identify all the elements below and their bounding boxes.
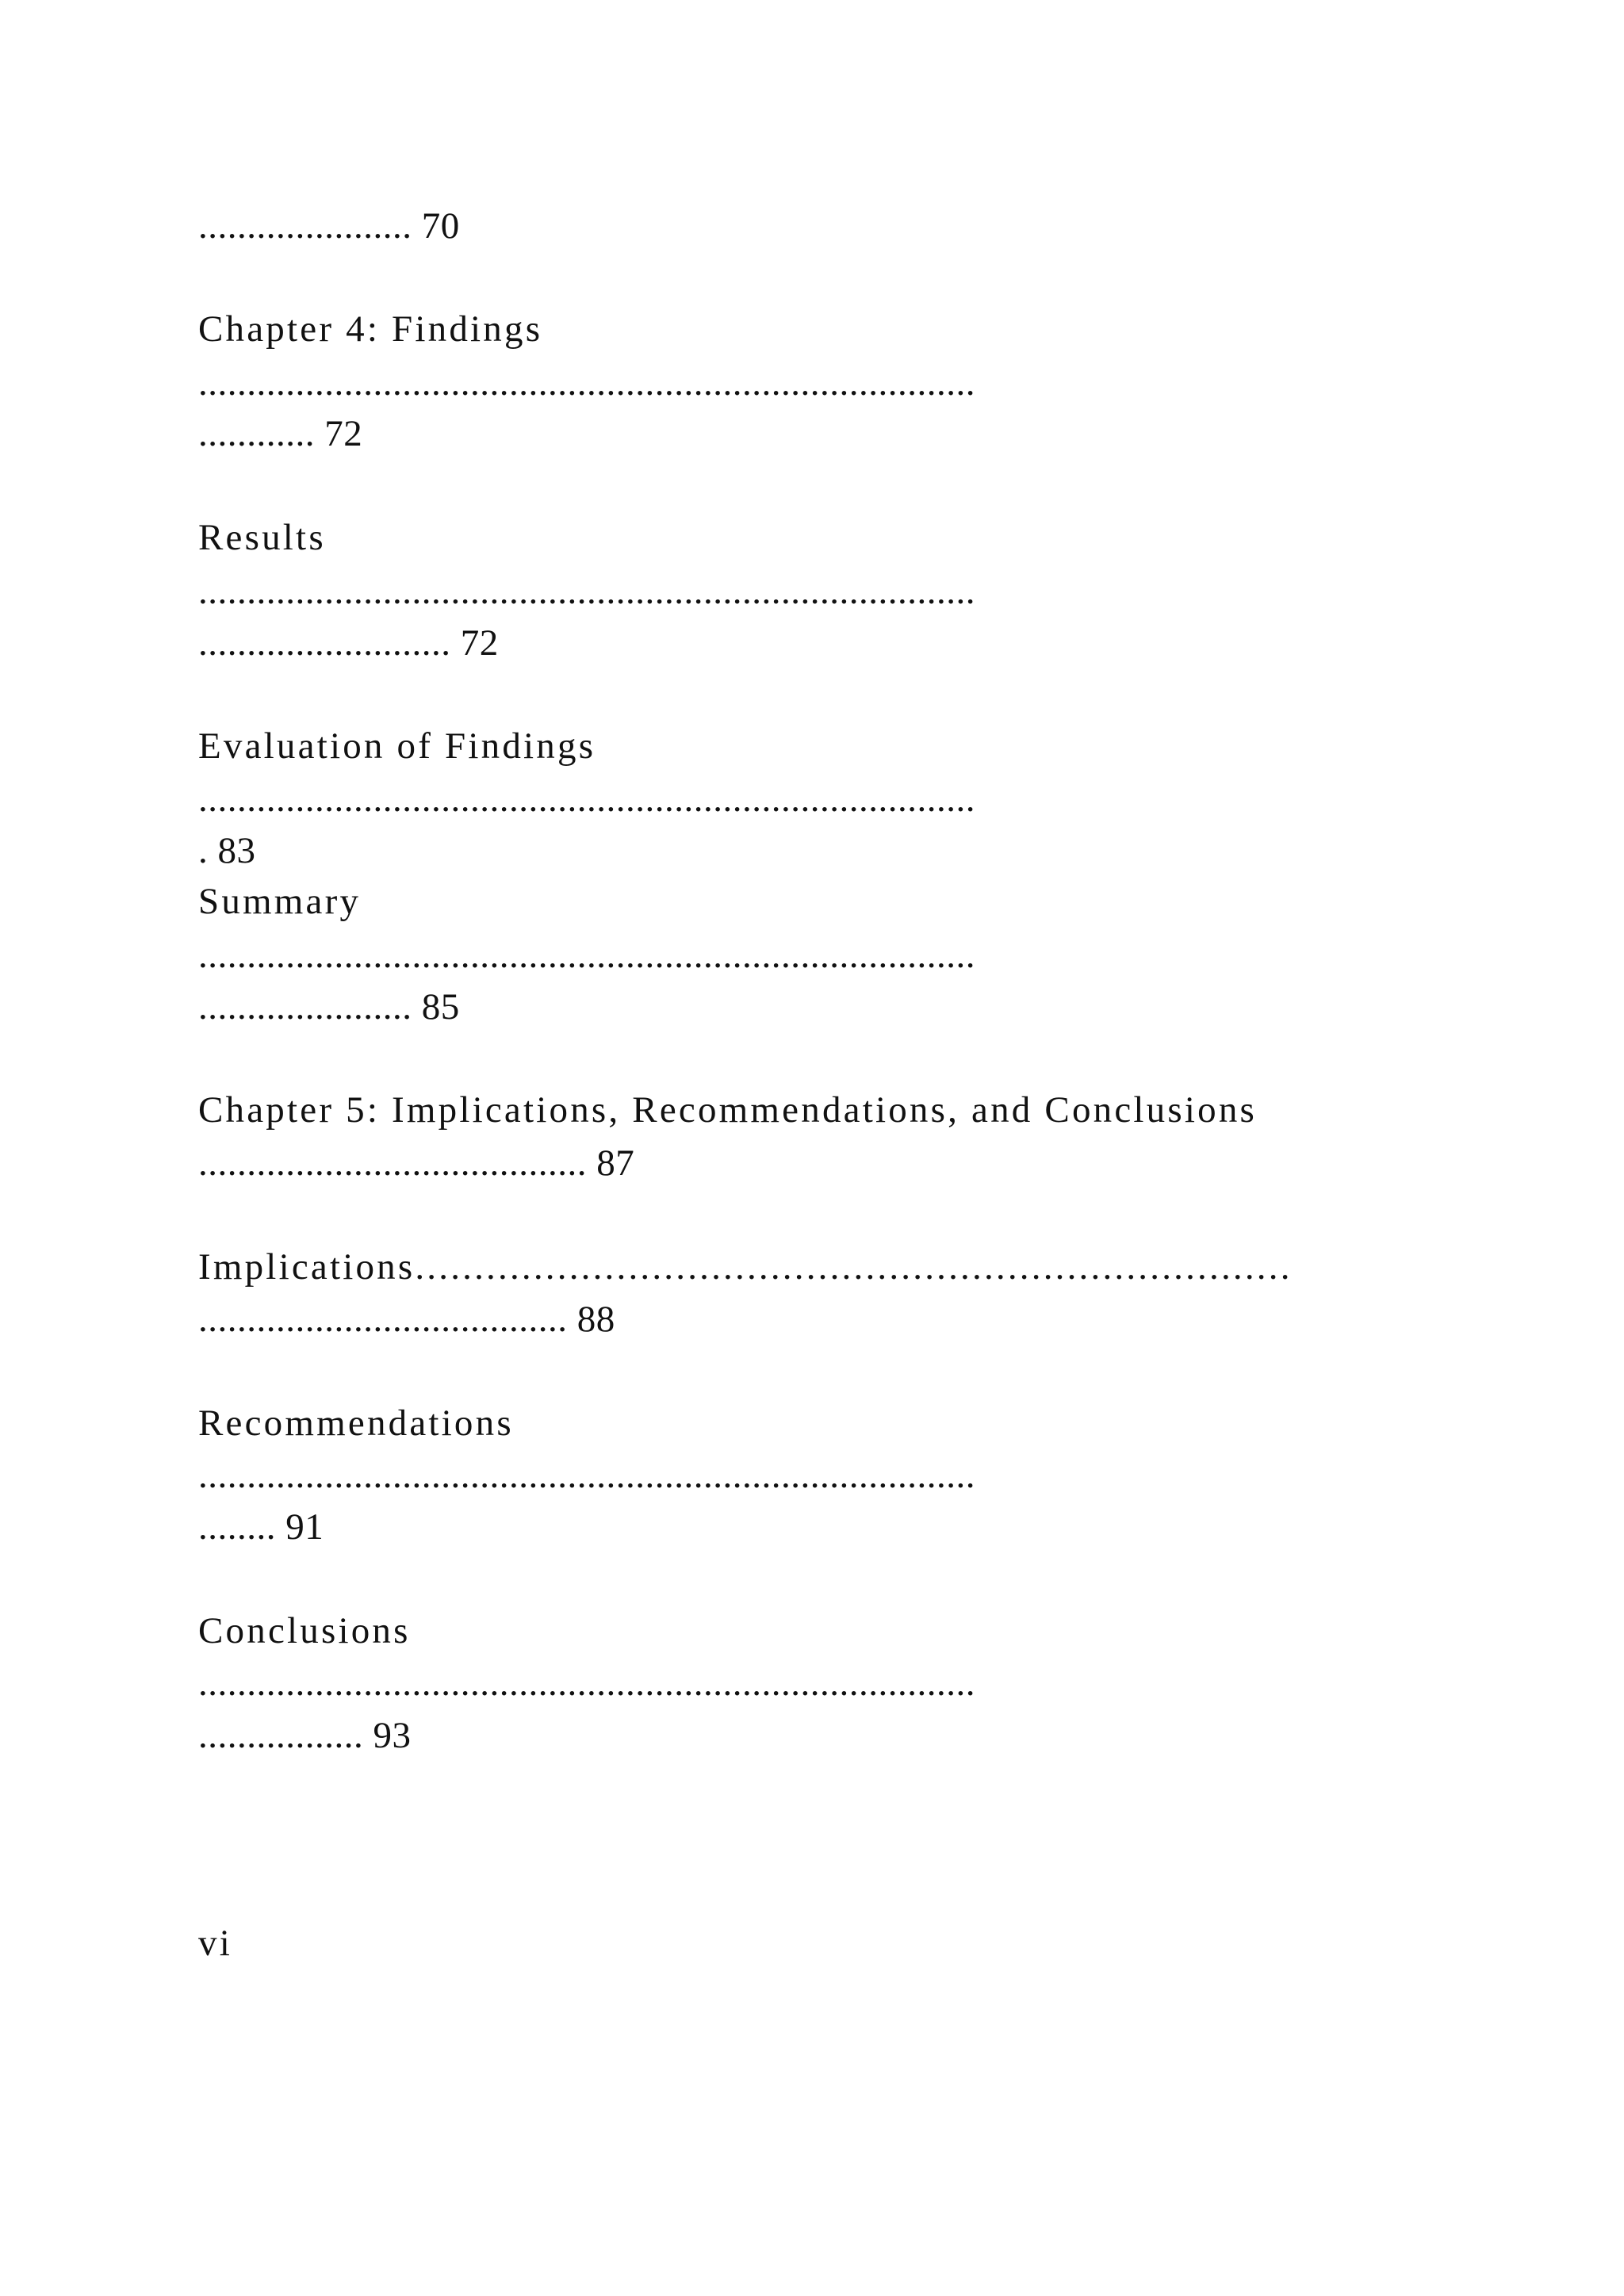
- toc-leader-line: . 83: [198, 830, 256, 871]
- toc-leader-line: ................................................................................: [198, 779, 975, 820]
- toc-heading-chapter-4: Chapter 4: Findings: [198, 308, 543, 350]
- toc-heading-results: Results: [198, 517, 326, 558]
- toc-heading-chapter-5: Chapter 5: Implications, Recommendations, and Conclusions: [198, 1089, 1258, 1131]
- toc-heading-evaluation-of-findings: Evaluation of Findings: [198, 725, 596, 767]
- toc-leader-line: ...................... 70: [198, 205, 460, 247]
- toc-leader-line: ............ 72: [198, 413, 363, 454]
- toc-leader-line: ................. 93: [198, 1715, 412, 1756]
- toc-leader-line: ................................................................................: [198, 935, 975, 976]
- toc-heading-implications: Implications..........................................................................: [198, 1246, 1293, 1288]
- toc-leader-line: ................................................................................: [198, 362, 975, 404]
- toc-leader-line: .......................... 72: [198, 622, 499, 664]
- toc-leader-line: ........ 91: [198, 1506, 324, 1548]
- toc-leader-line: ........................................ 87: [198, 1142, 635, 1184]
- toc-leader-line: ................................................................................: [198, 571, 975, 612]
- toc-heading-summary: Summary: [198, 881, 362, 922]
- toc-leader-line: ...................... 85: [198, 986, 460, 1027]
- toc-leader-line: ................................................................................: [198, 1663, 975, 1704]
- toc-leader-line: ...................................... 88: [198, 1299, 615, 1340]
- toc-leader-line: ................................................................................: [198, 1455, 975, 1496]
- toc-heading-recommendations: Recommendations: [198, 1402, 514, 1444]
- page-number: vi: [198, 1923, 232, 1964]
- toc-heading-conclusions: Conclusions: [198, 1610, 411, 1651]
